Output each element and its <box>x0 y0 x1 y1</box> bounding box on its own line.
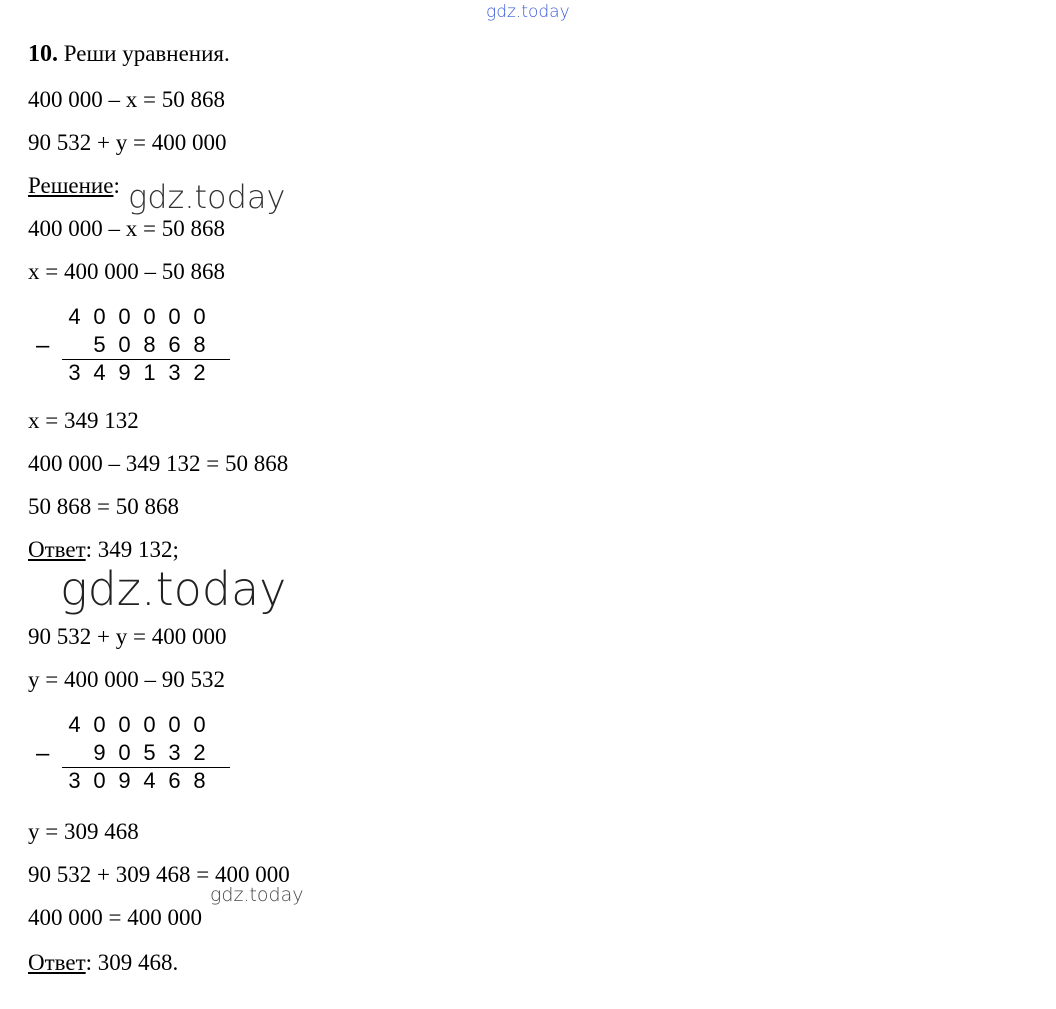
watermark-big: gdz.today <box>60 562 287 616</box>
part1-result: x = 349 132 <box>28 408 139 433</box>
part1-result-row <box>62 359 212 387</box>
part1-minuend-row <box>62 303 212 331</box>
digit: 4 <box>68 712 81 737</box>
digit: 2 <box>193 360 206 385</box>
solution-label-colon: : <box>113 173 120 198</box>
digit: 9 <box>118 360 131 385</box>
part2-result-row <box>62 767 212 795</box>
part1-step: x = 400 000 – 50 868 <box>28 259 225 284</box>
digit: 0 <box>193 712 206 737</box>
part2-minus-sign: – <box>36 740 50 767</box>
part2-column-subtraction <box>62 711 212 795</box>
digit: 9 <box>118 768 131 793</box>
part1-check: 400 000 – 349 132 = 50 868 <box>28 451 289 476</box>
solution-label-line <box>28 173 120 199</box>
part2-equation: 90 532 + y = 400 000 <box>28 624 227 649</box>
answer-value: : 309 468. <box>85 950 179 975</box>
watermark-solution: gdz.today <box>128 178 286 216</box>
task-title: Реши уравнения. <box>63 41 230 66</box>
part1-answer <box>28 537 179 563</box>
solution-label: Решение <box>28 173 114 198</box>
task-equation-2: 90 532 + y = 400 000 <box>28 130 227 155</box>
part2-step: y = 400 000 – 90 532 <box>28 667 225 692</box>
task-number: 10. <box>28 41 58 67</box>
part1-minus-sign: – <box>36 332 50 359</box>
digit: 8 <box>193 332 206 357</box>
answer-label: Ответ <box>28 537 86 562</box>
digit: 3 <box>68 768 81 793</box>
digit: 0 <box>193 304 206 329</box>
digit: 4 <box>93 360 106 385</box>
digit: 3 <box>168 740 181 765</box>
part1-column-rule <box>62 359 230 360</box>
watermark-top: gdz.today <box>486 2 570 22</box>
part1-column-subtraction <box>62 303 212 387</box>
part2-answer <box>28 950 178 976</box>
digit: 6 <box>168 768 181 793</box>
digit: 0 <box>118 304 131 329</box>
digit: 2 <box>193 740 206 765</box>
digit: 5 <box>143 740 156 765</box>
task-heading <box>28 41 230 67</box>
part2-subtrahend-row <box>62 739 212 767</box>
digit: 3 <box>68 360 81 385</box>
part1-subtrahend-row <box>62 331 212 359</box>
digit: 4 <box>68 304 81 329</box>
digit: 0 <box>143 712 156 737</box>
part2-column-rule <box>62 767 230 768</box>
digit: 0 <box>168 304 181 329</box>
digit: 4 <box>143 768 156 793</box>
digit: 0 <box>118 740 131 765</box>
digit: 0 <box>118 712 131 737</box>
digit: 8 <box>143 332 156 357</box>
part1-equation: 400 000 – x = 50 868 <box>28 216 225 241</box>
digit: 3 <box>168 360 181 385</box>
watermark-small: gdz.today <box>210 884 304 906</box>
digit: 6 <box>168 332 181 357</box>
digit: 8 <box>193 768 206 793</box>
digit: 9 <box>93 740 106 765</box>
part1-check-result: 50 868 = 50 868 <box>28 494 179 519</box>
part2-minuend-row <box>62 711 212 739</box>
digit: 0 <box>143 304 156 329</box>
digit: 0 <box>118 332 131 357</box>
digit: 5 <box>93 332 106 357</box>
part2-check-result: 400 000 = 400 000 <box>28 905 202 930</box>
part2-check: 90 532 + 309 468 = 400 000 <box>28 862 290 887</box>
answer-label: Ответ <box>28 950 86 975</box>
answer-value: : 349 132; <box>85 537 179 562</box>
digit: 1 <box>143 360 156 385</box>
digit: 0 <box>93 768 106 793</box>
digit: 0 <box>168 712 181 737</box>
digit: 0 <box>93 712 106 737</box>
digit: 0 <box>93 304 106 329</box>
task-equation-1: 400 000 – x = 50 868 <box>28 87 225 112</box>
part2-result: y = 309 468 <box>28 819 139 844</box>
